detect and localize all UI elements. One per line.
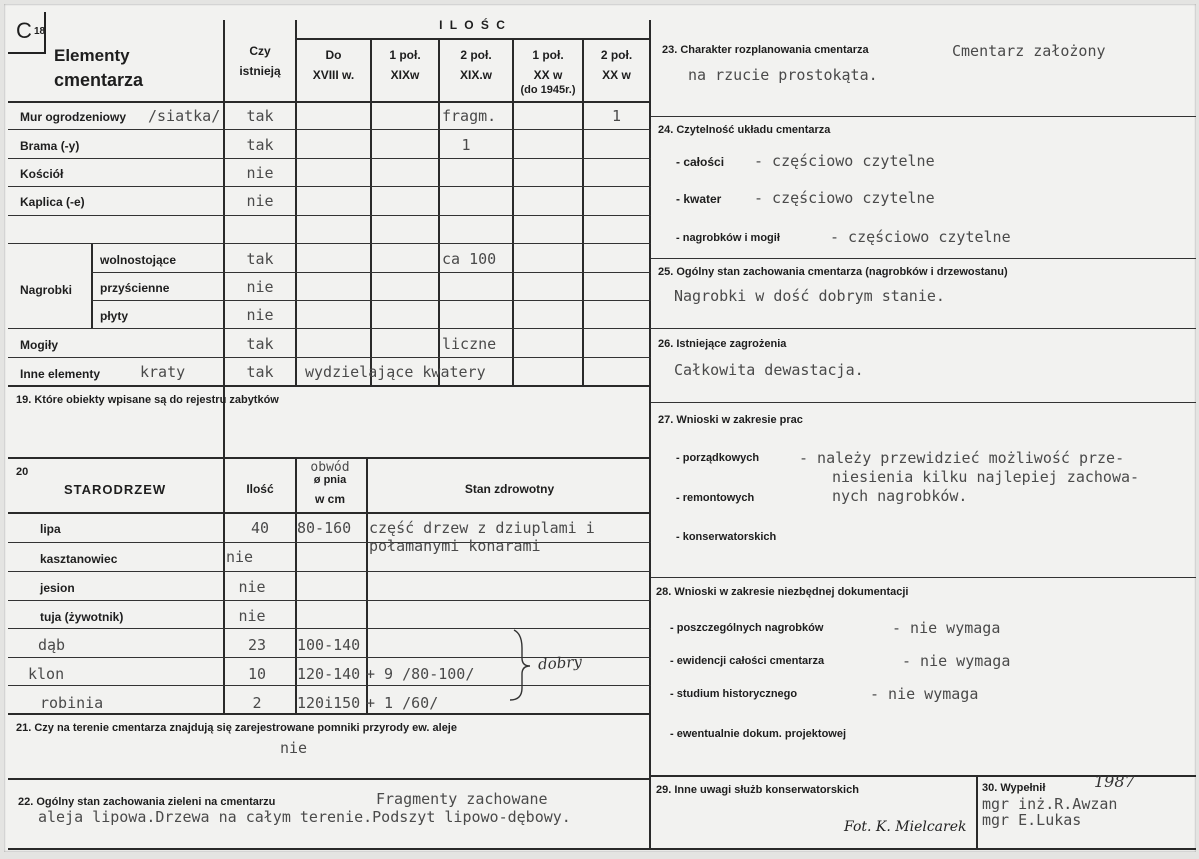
col-exists-header-2: istnieją [239, 64, 281, 78]
grid-line [582, 38, 584, 386]
row-exists: nie [246, 278, 274, 296]
question-27: 27. Wnioski w zakresie prac [658, 414, 803, 426]
grid-line [651, 577, 1196, 578]
grid-line [8, 158, 651, 159]
tree-name: kasztanowiec [40, 552, 118, 566]
grid-line [8, 457, 651, 459]
section-18-number: 18 [34, 26, 46, 37]
grid-line [8, 328, 651, 329]
q28-item-label: - ewentualnie dokum. projektowej [670, 728, 847, 740]
tree-name: jesion [40, 581, 75, 595]
tree-girth: 120i150 [297, 694, 361, 712]
tree-girth: 80-160 [297, 519, 352, 537]
q28-item-answer: - nie wymaga [870, 685, 979, 703]
row-typed-note: kraty [140, 363, 186, 381]
tree-girth: 120-140 [297, 665, 361, 683]
period-header: 1 poł. [532, 48, 564, 62]
row-period-value: 1 [611, 107, 622, 125]
question-22-answer-2: aleja lipowa.Drzewa na całym terenie.Podszyt lipowo-dębowy. [38, 808, 571, 826]
question-27-answer-1: - należy przewidzieć możliwość prze- [799, 449, 1125, 467]
row-period-value: ca 100 [442, 250, 497, 268]
tree-count: 23 [247, 636, 267, 654]
tree-health: część drzew z dziuplami i [369, 519, 595, 537]
grid-line [8, 357, 651, 358]
tree-name: klon [28, 665, 65, 683]
question-23: 23. Charakter rozplanowania cmentarza [662, 44, 869, 56]
row-exists: tak [246, 250, 274, 268]
question-21-answer: nie [280, 739, 308, 757]
period-header: XX w [602, 68, 631, 82]
grid-line [976, 775, 978, 848]
period-header: 2 poł. [460, 48, 492, 62]
q28-item-label: - studium historycznego [670, 688, 798, 700]
question-23-answer-1: Cmentarz założony [952, 42, 1106, 60]
question-30: 30. Wypełnił [982, 782, 1046, 794]
question-22: 22. Ogólny stan zachowania zieleni na cmentarzu [18, 796, 276, 808]
q27-item-label: - konserwatorskich [676, 531, 777, 543]
row-label: Mur ogrodzeniowy [20, 110, 126, 124]
q24-item-label: - nagrobków i mogił [676, 232, 780, 244]
grid-line [8, 713, 651, 715]
section-18-title-line2: cmentarza [54, 70, 144, 90]
grid-line [8, 600, 651, 601]
grid-line [651, 258, 1196, 259]
question-27-answer-2: niesienia kilku najlepiej zachowa- [832, 468, 1140, 486]
row-exists: tak [246, 363, 274, 381]
tree-count: nie [238, 607, 266, 625]
q27-item-label: - remontowych [676, 492, 755, 504]
grid-line [651, 328, 1196, 329]
question-22-answer-1: Fragmenty zachowane [376, 790, 548, 808]
col-girth-header-3: w cm [314, 492, 345, 506]
section-18-title-line1: Elementy [54, 46, 130, 65]
row-period-value: fragm. [442, 107, 497, 125]
q28-item-answer: - nie wymaga [892, 619, 1001, 637]
grid-line [223, 20, 225, 458]
nagrobki-label: Nagrobki [20, 283, 73, 297]
grid-line [8, 101, 651, 103]
row-exists: tak [246, 136, 274, 154]
col-girth-header-1: obwód [310, 460, 350, 475]
row-typed-note: /siatka/ [148, 107, 221, 125]
grid-line [91, 243, 93, 328]
card-bottom-edge [8, 848, 1196, 850]
q28-item-label: - poszczególnych nagrobków [670, 622, 824, 634]
nagrobki-sub-label: wolnostojące [100, 253, 177, 267]
q24-item-answer: - częściowo czytelne [830, 228, 1011, 246]
tree-count: nie [226, 548, 254, 566]
tree-health: + 9 /80-100/ [366, 665, 475, 683]
period-header: XX w [533, 68, 563, 82]
question-23-answer-2: na rzucie prostokąta. [688, 66, 878, 84]
tree-count: 40 [250, 519, 270, 537]
tree-health: + 1 /60/ [366, 694, 439, 712]
q30-name-2: mgr E.Lukas [982, 811, 1082, 829]
tree-name: tuja (żywotnik) [40, 610, 124, 624]
q28-item-label: - ewidencji całości cmentarza [670, 655, 825, 667]
row-span-text: wydzielające kwatery [305, 363, 486, 381]
tree-count: 2 [252, 694, 262, 712]
section-20-number: 20 [16, 466, 29, 478]
period-header: 1 poł. [389, 48, 421, 62]
col-girth-header-2: ø pnia [313, 474, 347, 486]
question-26: 26. Istniejące zagrożenia [658, 338, 787, 350]
card-letter: C [16, 18, 32, 43]
q24-item-label: - całości [676, 155, 725, 169]
col-health-header: Stan zdrowotny [464, 482, 555, 496]
grid-line [91, 272, 651, 273]
question-21: 21. Czy na terenie cmentarza znajdują się zarejestrowane pomniki przyrody ew. aleje [16, 722, 457, 734]
grid-line [295, 38, 651, 40]
bracket-note: dobry [537, 652, 583, 674]
grid-line [438, 38, 440, 386]
row-label: Kaplica (-e) [20, 195, 85, 209]
question-25: 25. Ogólny stan zachowania cmentarza (nagrobków i drzewostanu) [658, 266, 1008, 278]
grid-line [8, 215, 651, 216]
grid-line [8, 129, 651, 130]
question-28: 28. Wnioski w zakresie niezbędnej dokumentacji [656, 586, 909, 598]
period-header: 2 poł. [600, 48, 633, 62]
q27-item-label: - porządkowych [676, 452, 760, 464]
period-header: (do 1945r.) [520, 84, 576, 96]
period-header: XIXw [390, 68, 420, 82]
grid-line [651, 402, 1196, 403]
grid-line [8, 778, 651, 780]
q24-item-answer: - częściowo czytelne [754, 189, 935, 207]
inventory-card [4, 4, 1196, 852]
grid-line [91, 300, 651, 301]
question-25-answer: Nagrobki w dość dobrym stanie. [674, 287, 945, 305]
grid-line [370, 38, 372, 386]
nagrobki-sub-label: przyścienne [100, 281, 170, 295]
col-exists-header-1: Czy [249, 44, 271, 58]
row-exists: nie [246, 164, 274, 182]
tree-girth: 100-140 [297, 636, 361, 654]
row-period-value: liczne [442, 335, 497, 353]
photo-signature: Fot. K. Mielcarek [844, 819, 967, 835]
question-27-answer-3: nych nagrobków. [832, 487, 968, 505]
row-exists: tak [246, 335, 274, 353]
grid-line [8, 542, 651, 543]
tree-count: nie [238, 578, 266, 596]
grid-line [8, 385, 651, 387]
grid-line [651, 116, 1196, 117]
q30-name-1: mgr inż.R.Awzan [982, 795, 1118, 813]
row-exists: tak [246, 107, 274, 125]
grid-line [8, 571, 651, 572]
q30-year: 1987 [1094, 772, 1135, 791]
q28-item-answer: - nie wymaga [902, 652, 1011, 670]
grid-line [8, 186, 651, 187]
row-exists: nie [246, 192, 274, 210]
nagrobki-sub-label: płyty [100, 309, 129, 323]
tree-name: robinia [40, 694, 104, 712]
row-label: Brama (-y) [20, 139, 80, 153]
question-26-answer: Całkowita dewastacja. [674, 361, 864, 379]
question-29: 29. Inne uwagi służb konserwatorskich [656, 784, 859, 796]
grid-line [8, 512, 651, 514]
tree-name: lipa [40, 522, 61, 536]
grid-line [8, 243, 651, 244]
question-19: 19. Które obiekty wpisane są do rejestru zabytków [16, 394, 279, 406]
question-24: 24. Czytelność układu cmentarza [658, 124, 831, 136]
row-label: Mogiły [20, 338, 58, 352]
period-header: XIX.w [459, 68, 492, 82]
period-header: Do [325, 48, 342, 62]
section-20-title: STARODRZEW [64, 482, 167, 497]
q24-item-label: - kwater [676, 192, 722, 206]
tree-name: dąb [38, 636, 66, 654]
col-count-header: Ilość [246, 482, 274, 496]
center-divider [649, 20, 651, 848]
row-exists: nie [246, 306, 274, 324]
ilosc-header: I L O Ś C [439, 18, 507, 32]
tree-health: połamanymi konarami [369, 537, 541, 555]
row-label: Inne elementy [20, 367, 101, 381]
row-label: Kościół [20, 167, 64, 181]
period-header: XVIII w. [312, 68, 355, 82]
q24-item-answer: - częściowo czytelne [754, 152, 935, 170]
row-period-value: 1 [461, 136, 471, 154]
tree-count: 10 [247, 665, 267, 683]
